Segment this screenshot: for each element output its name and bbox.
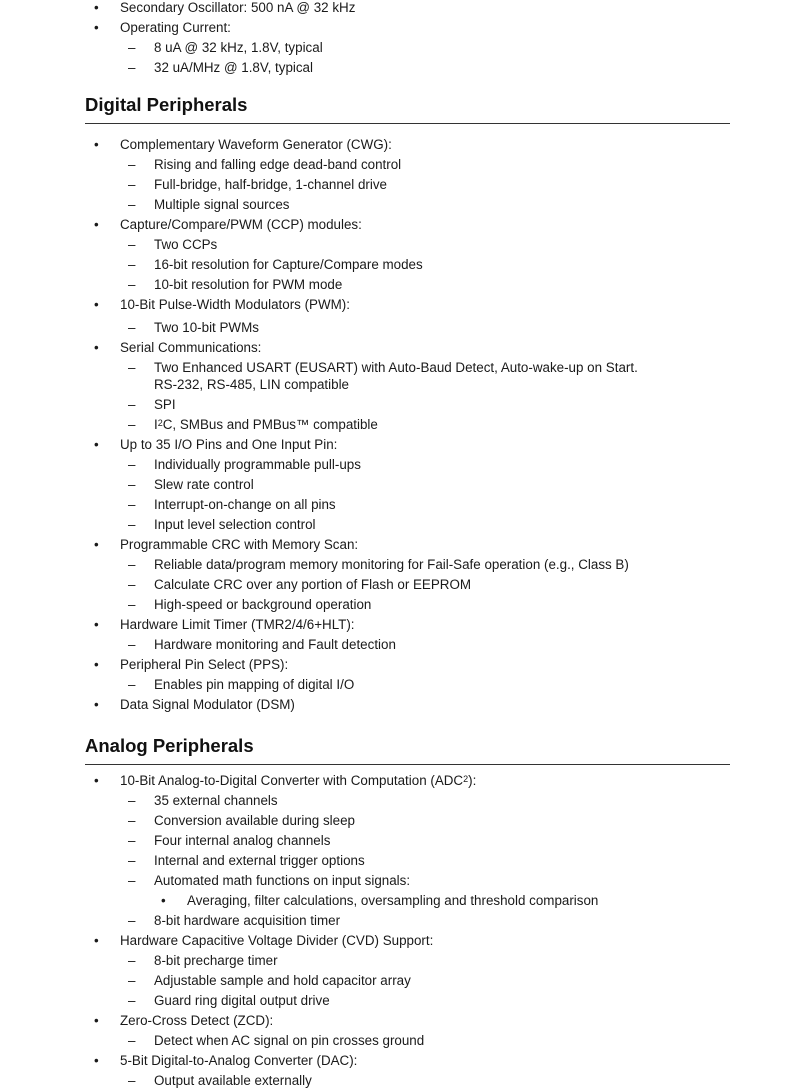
dash-marker: – [128,177,136,192]
list-item-text: Two CCPs [154,237,218,252]
dash-marker: – [128,953,136,968]
list-item-text: Input level selection control [154,517,316,532]
list-item-text: $I^2C$, SMBus and PMBus™ compatible [154,417,378,432]
bullet-marker: • [94,217,99,232]
list-item-text: Two Enhanced USART (EUSART) with Auto-Baud Detect, Auto-wake-up on Start. [154,360,638,375]
dash-marker: – [128,577,136,592]
list-item-text: Individually programmable pull-ups [154,457,361,472]
dash-marker: – [128,237,136,252]
list-item-text: 35 external channels [154,793,278,808]
list-item-text: Zero-Cross Detect (ZCD): [120,1013,274,1028]
list-item-text: Automated math functions on input signals: [154,873,411,888]
list-item-text: Adjustable sample and hold capacitor array [154,973,411,988]
dash-marker: – [128,257,136,272]
dash-marker: – [128,320,136,335]
list-item-text: 8-bit hardware acquisition timer [154,913,341,928]
list-item-text: Interrupt-on-change on all pins [154,497,336,512]
list-item-text: 10-Bit Analog-to-Digital Converter with Computation (ADC$^2$): [120,773,477,788]
bullet-marker: • [94,437,99,452]
dash-marker: – [128,813,136,828]
list-item-text: 16-bit resolution for Capture/Compare modes [154,257,423,272]
dash-marker: – [128,157,136,172]
dash-marker: – [128,677,136,692]
list-item-text: Programmable CRC with Memory Scan: [120,537,359,552]
list-item-text: Enables pin mapping of digital I/O [154,677,355,692]
list-item-text: 5-Bit Digital-to-Analog Converter (DAC): [120,1053,358,1068]
dash-marker: – [128,873,136,888]
list-item-text: Calculate CRC over any portion of Flash or EEPROM [154,577,472,592]
bullet-marker: • [94,933,99,948]
list-item-text: Data Signal Modulator (DSM) [120,697,295,712]
list-item-text: 8-bit precharge timer [154,953,278,968]
dash-marker: – [128,497,136,512]
list-item-text: SPI [154,397,176,412]
list-item-text: Four internal analog channels [154,833,331,848]
list-item-text: 10-Bit Pulse-Width Modulators (PWM): [120,297,350,312]
list-item-text: Full-bridge, half-bridge, 1-channel drive [154,177,387,192]
list-item-text: Conversion available during sleep [154,813,355,828]
dash-marker: – [128,517,136,532]
list-item-text: Rising and falling edge dead-band control [154,157,402,172]
bullet-marker: • [94,1013,99,1028]
bullet-marker: • [94,137,99,152]
dash-marker: – [128,913,136,928]
dash-marker: – [128,597,136,612]
dash-marker: – [128,557,136,572]
list-item-text: Averaging, filter calculations, oversampling and threshold comparison [187,893,599,908]
list-item-text: Operating Current: [120,20,231,35]
list-item-text: Multiple signal sources [154,197,290,212]
list-item-text: 10-bit resolution for PWM mode [154,277,343,292]
dash-marker: – [128,637,136,652]
list-item-text: Capture/Compare/PWM (CCP) modules: [120,217,362,232]
list-item-text: Hardware monitoring and Fault detection [154,637,396,652]
list-item-text: Slew rate control [154,477,254,492]
dash-marker: – [128,397,136,412]
list-item-text: 8 uA @ 32 kHz, 1.8V, typical [154,40,323,55]
dash-marker: – [128,197,136,212]
bullet-marker: • [94,697,99,712]
list-item-text: Guard ring digital output drive [154,993,330,1008]
list-item-text: Peripheral Pin Select (PPS): [120,657,289,672]
list-item-text: 32 uA/MHz @ 1.8V, typical [154,60,313,75]
list-item-text: Internal and external trigger options [154,853,365,868]
bullet-marker: • [94,340,99,355]
dash-marker: – [128,1033,136,1048]
dash-marker: – [128,793,136,808]
list-item-continuation: RS-232, RS-485, LIN compatible [154,377,350,392]
dash-marker: – [128,833,136,848]
dash-marker: – [128,417,136,432]
list-item-text: Reliable data/program memory monitoring for Fail-Safe operation (e.g., Class B) [154,557,629,572]
dash-marker: – [128,853,136,868]
list-item-text: Two 10-bit PWMs [154,320,259,335]
list-item-text: Up to 35 I/O Pins and One Input Pin: [120,437,338,452]
list-item-text: Output available externally [154,1073,312,1088]
bullet-marker: • [94,657,99,672]
dash-marker: – [128,1073,136,1088]
list-item-text: Detect when AC signal on pin crosses ground [154,1033,425,1048]
dash-marker: – [128,40,136,55]
dash-marker: – [128,277,136,292]
dash-marker: – [128,457,136,472]
dash-marker: – [128,360,136,375]
bullet-marker: • [161,893,166,908]
dash-marker: – [128,477,136,492]
list-item-text: Hardware Capacitive Voltage Divider (CVD) Support: [120,933,434,948]
list-item-text: Secondary Oscillator: 500 nA @ 32 kHz [120,0,356,15]
bullet-marker: • [94,617,99,632]
dash-marker: – [128,60,136,75]
list-item-text: Complementary Waveform Generator (CWG): [120,137,392,152]
bullet-marker: • [94,297,99,312]
bullet-marker: • [94,20,99,35]
dash-marker: – [128,993,136,1008]
section-heading: Analog Peripherals [85,735,254,756]
list-item-text: Serial Communications: [120,340,262,355]
list-item-text: Hardware Limit Timer (TMR2/4/6+HLT): [120,617,355,632]
list-item-text: High-speed or background operation [154,597,372,612]
bullet-marker: • [94,773,99,788]
bullet-marker: • [94,537,99,552]
bullet-marker: • [94,0,99,15]
section-divider [85,764,730,765]
bullet-marker: • [94,1053,99,1068]
dash-marker: – [128,973,136,988]
section-heading: Digital Peripherals [85,94,248,115]
section-divider [85,123,730,124]
